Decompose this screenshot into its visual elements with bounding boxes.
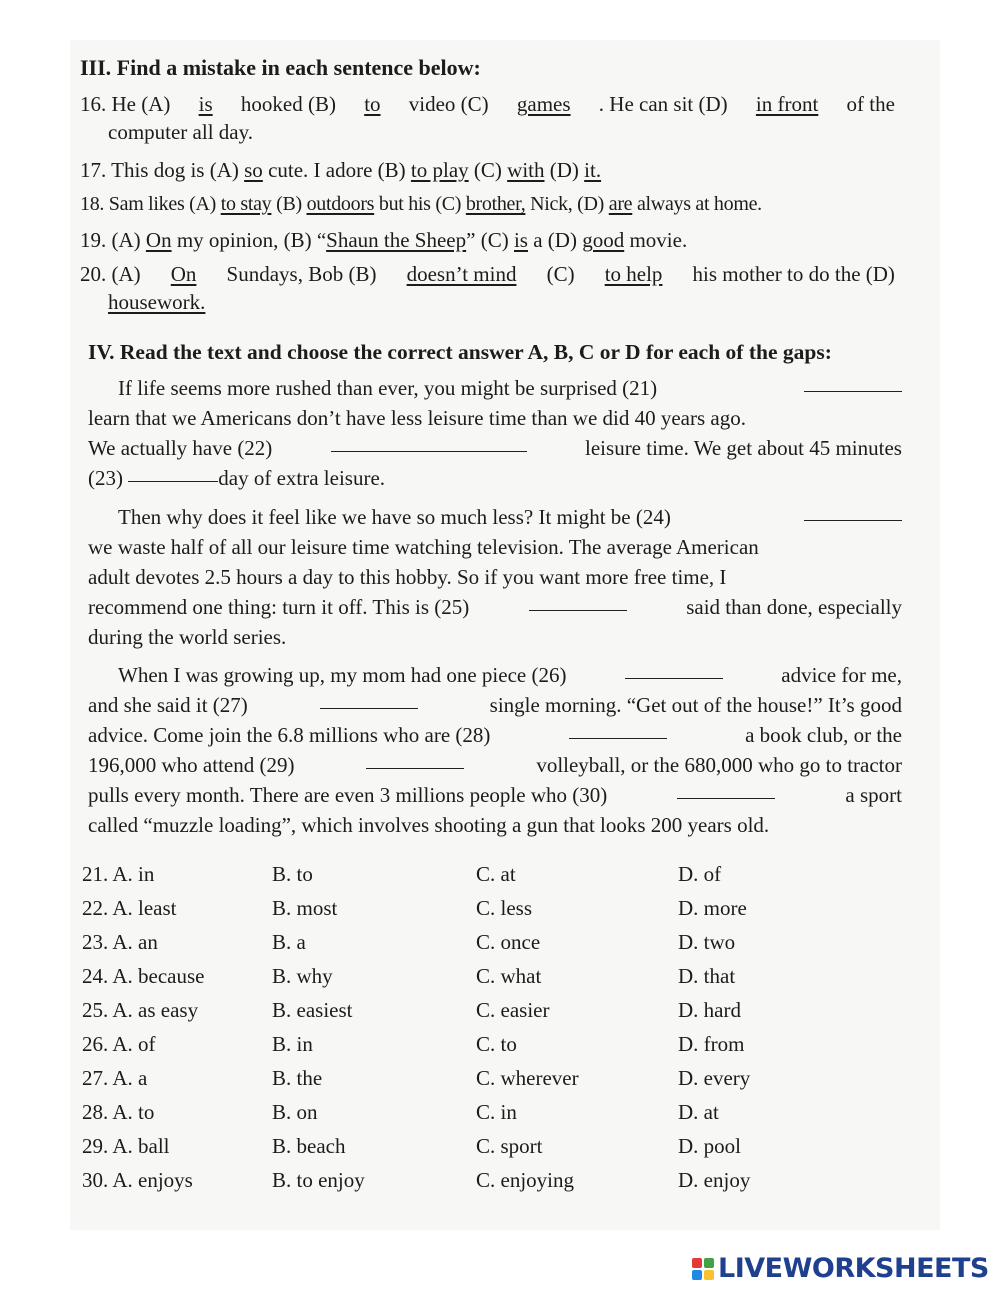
- gap-24-blank[interactable]: [804, 502, 902, 521]
- reading-paragraph-3: When I was growing up, my mom had one piece (26) advice for me, and she said it (27) single morning. “Get out of the house!” It’s good advice. Come join the 6.8 millions who are (28) a book club, or the 196,000 who attend (29) volleyball, or the 680,000 who go to tractor pulls every month. There are even 3 millions people who (30) a sport called “muzzle loading”, which involves shooting a gun that looks 200 years old.: [88, 660, 902, 840]
- option-18a[interactable]: to stay: [220, 193, 272, 215]
- option-27d[interactable]: D. every: [678, 1066, 751, 1090]
- section-3-heading: III. Find a mistake in each sentence below:: [80, 55, 481, 80]
- option-24d[interactable]: D. that: [678, 964, 736, 988]
- option-25a[interactable]: 25. A. as easy: [82, 998, 199, 1022]
- option-28d[interactable]: D. at: [678, 1100, 719, 1124]
- option-17b[interactable]: to play: [410, 158, 469, 182]
- option-19c[interactable]: is: [513, 228, 528, 252]
- liveworksheets-logo: [692, 1254, 989, 1284]
- gap-26-blank[interactable]: [625, 660, 723, 679]
- reading-paragraph-2: Then why does it feel like we have so much less? It might be (24) we waste half of all our leisure time watching television. The average American adult devotes 2.5 hours a day to this hobby. So if you want more free time, I recommend one thing: turn it off. This is (25) said than done, especially during the world series.: [88, 502, 902, 652]
- option-20a[interactable]: On: [170, 262, 197, 286]
- option-29c[interactable]: C. sport: [476, 1134, 543, 1158]
- option-29a[interactable]: 29. A. ball: [82, 1134, 170, 1158]
- reading-paragraph-1: If life seems more rushed than ever, you might be surprised (21) learn that we Americans don’t have less leisure time than we did 40 years ago. We actually have (22) leisure time. We get about 45 minutes (23) day of extra leisure.: [88, 373, 902, 493]
- option-28a[interactable]: 28. A. to: [82, 1100, 155, 1124]
- brand-name: LIVEWORKSHEETS: [718, 1253, 989, 1284]
- gap-23-blank[interactable]: [128, 463, 218, 482]
- question-16: 16. He (A) is hooked (B) to video (C) games . He can sit (D) in front of the computer all day.: [80, 92, 895, 144]
- option-16c[interactable]: games: [516, 92, 571, 116]
- option-30a[interactable]: 30. A. enjoys: [82, 1168, 193, 1192]
- question-19: 19. (A) On my opinion, (B) “Shaun the Sheep” (C) is a (D) good movie.: [80, 228, 688, 252]
- option-22d[interactable]: D. more: [678, 896, 747, 920]
- gap-27-blank[interactable]: [320, 690, 418, 709]
- option-24a[interactable]: 24. A. because: [82, 964, 205, 988]
- option-21c[interactable]: C. at: [476, 862, 516, 886]
- option-27b[interactable]: B. the: [272, 1066, 323, 1090]
- option-18c[interactable]: brother,: [465, 193, 526, 215]
- option-21b[interactable]: B. to: [272, 862, 313, 886]
- option-22a[interactable]: 22. A. least: [82, 896, 177, 920]
- option-23d[interactable]: D. two: [678, 930, 736, 954]
- option-17c[interactable]: with: [507, 158, 545, 182]
- option-27c[interactable]: C. wherever: [476, 1066, 579, 1090]
- question-17: 17. This dog is (A) so cute. I adore (B) to play (C) with (D) it.: [80, 158, 602, 182]
- section-4-heading: IV. Read the text and choose the correct answer A, B, C or D for each of the gaps:: [88, 340, 832, 364]
- option-26b[interactable]: B. in: [272, 1032, 313, 1056]
- option-20c[interactable]: to help: [604, 262, 663, 286]
- option-18b[interactable]: outdoors: [306, 193, 375, 215]
- question-20: 20. (A) On Sundays, Bob (B) doesn’t mind (C) to help his mother to do the (D) housework.: [80, 262, 895, 314]
- option-17a[interactable]: so: [244, 158, 263, 182]
- option-30c[interactable]: C. enjoying: [476, 1168, 574, 1192]
- option-28b[interactable]: B. on: [272, 1100, 318, 1124]
- liveworksheets-icon: [692, 1258, 714, 1280]
- gap-25-blank[interactable]: [529, 592, 627, 611]
- option-22c[interactable]: C. less: [476, 896, 533, 920]
- option-20d[interactable]: housework.: [108, 290, 206, 314]
- option-29d[interactable]: D. pool: [678, 1134, 741, 1158]
- option-23b[interactable]: B. a: [272, 930, 306, 954]
- option-26d[interactable]: D. from: [678, 1032, 745, 1056]
- option-16d[interactable]: in front: [755, 92, 819, 116]
- option-25b[interactable]: B. easiest: [272, 998, 353, 1022]
- option-30d[interactable]: D. enjoy: [678, 1168, 751, 1192]
- option-17d[interactable]: it.: [584, 158, 602, 182]
- option-23a[interactable]: 23. A. an: [82, 930, 158, 954]
- option-19d[interactable]: good: [582, 228, 625, 252]
- option-21a[interactable]: 21. A. in: [82, 862, 155, 886]
- gap-22-blank[interactable]: [331, 433, 527, 452]
- gap-28-blank[interactable]: [569, 720, 667, 739]
- option-19b[interactable]: Shaun the Sheep: [326, 228, 467, 252]
- question-18: 18. Sam likes (A) to stay (B) outdoors but his (C) brother, Nick, (D) are always at home.: [80, 193, 762, 215]
- option-27a[interactable]: 27. A. a: [82, 1066, 148, 1090]
- option-22b[interactable]: B. most: [272, 896, 338, 920]
- gap-21-blank[interactable]: [804, 373, 902, 392]
- option-24c[interactable]: C. what: [476, 964, 542, 988]
- gap-29-blank[interactable]: [366, 750, 464, 769]
- option-28c[interactable]: C. in: [476, 1100, 517, 1124]
- gap-30-blank[interactable]: [677, 780, 775, 799]
- option-20b[interactable]: doesn’t mind: [406, 262, 517, 286]
- option-19a[interactable]: On: [145, 228, 172, 252]
- option-24b[interactable]: B. why: [272, 964, 333, 988]
- option-16a[interactable]: is: [198, 92, 213, 116]
- option-21d[interactable]: D. of: [678, 862, 722, 886]
- option-25d[interactable]: D. hard: [678, 998, 741, 1022]
- option-29b[interactable]: B. beach: [272, 1134, 346, 1158]
- option-18d[interactable]: are: [608, 193, 633, 215]
- option-26a[interactable]: 26. A. of: [82, 1032, 156, 1056]
- option-26c[interactable]: C. to: [476, 1032, 517, 1056]
- option-16b[interactable]: to: [364, 92, 381, 116]
- option-23c[interactable]: C. once: [476, 930, 541, 954]
- option-30b[interactable]: B. to enjoy: [272, 1168, 365, 1192]
- option-25c[interactable]: C. easier: [476, 998, 550, 1022]
